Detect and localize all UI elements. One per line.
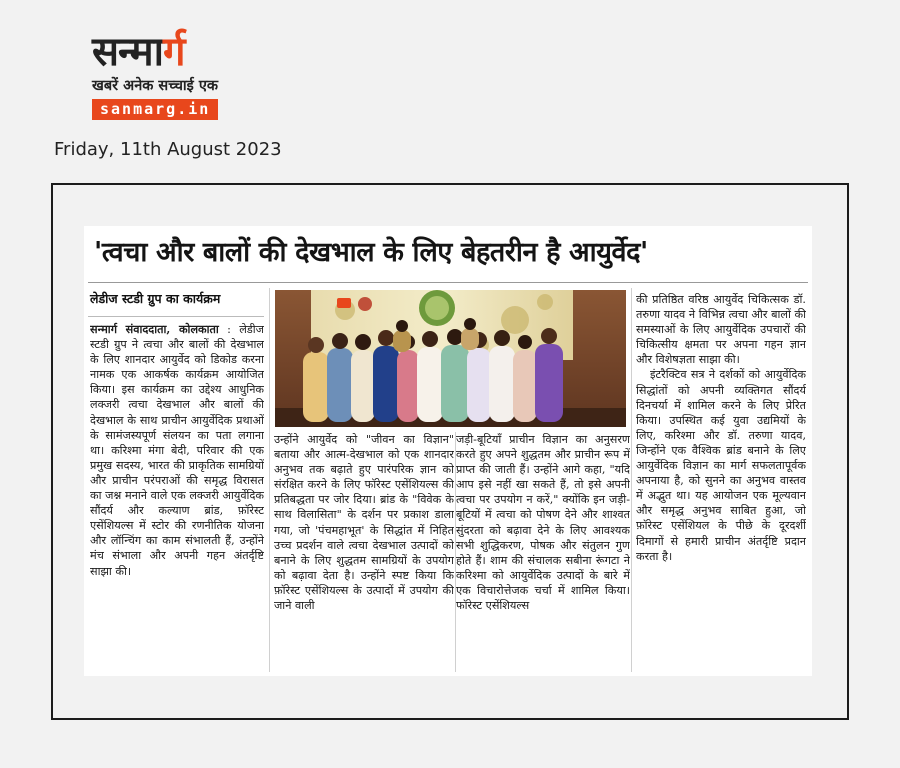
logo-tagline: खबरें अनेक सच्चाई एक bbox=[92, 78, 218, 94]
article-column-4 bbox=[636, 292, 806, 672]
column-divider bbox=[455, 432, 456, 672]
logo-wordmark: सन्मार्ग bbox=[92, 29, 185, 75]
kicker-divider bbox=[88, 316, 264, 317]
column-divider bbox=[269, 288, 270, 672]
column-divider bbox=[631, 288, 632, 672]
article-column-3: जड़ी-बूटियाँ प्राचीन विज्ञान का अनुसरण करते हुए अपने शुद्धतम और प्राचीन रूप में प्राप्त की जाती हैं। उन्होंने आगे कहा, "यदि आप इसे नहीं खा सकते हैं, तो इसे अपनी त्वचा पर उपयोग न करें," क्योंकि इन जड़ी-बूटियों में त्वचा को पोषण देने और शाश्वत सुंदरता को बढ़ावा देने के लिए आवश्यक सभी शुद्धिकरण, पोषक और संतुलन गुण होते हैं। शाम की संचालक सबीना रूंगटा ने करिश्मा को आयुर्वेदिक उत्पादों के बारे में एक विचारोत्तेजक चर्चा में शामिल किया। फॉरेस्ट एसेंशियल्स bbox=[456, 433, 630, 613]
article-headline: 'त्वचा और बालों की देखभाल के लिए बेहतरीन है आयुर्वेद' bbox=[94, 237, 648, 268]
column-4-paragraph-2: इंटरैक्टिव सत्र ने दर्शकों को आयुर्वेदिक सिद्धांतों को अपनी व्यक्तिगत सौंदर्य दिनचर्या में शामिल करने के लिए प्रेरित किया। उपस्थित कई युवा उद्यमियों के लिए, करिश्मा और डॉ. तरुणा यादव, जिन्होंने एक वैश्विक ब्रांड बनाने के लिए आयुर्वेदिक विज्ञान का मार्ग सफलतापूर्वक अपनाया है, को सुनने का अनुभव वास्तव में अद्भुत था। यह आयोजन एक मूल्यवान और समृद्ध अनुभव साबित हुआ, जो फ़ॉरेस्ट एसेंशियल के पीछे के दूरदर्शी दिमागों से हमारी प्राचीन अंतर्दृष्टि प्रदान करता है। bbox=[636, 368, 806, 563]
publication-date: Friday, 11th August 2023 bbox=[54, 139, 282, 160]
logo-url-badge: sanmarg.in bbox=[92, 99, 218, 120]
column-1-text: : लेडीज स्टडी ग्रुप ने त्वचा और बालों की देखभाल के लिए शानदार आयुर्वेद को डिकोड करना नामक एक आकर्षक कार्यक्रम आयोजित किया। इस कार्यक्रम का उद्देश्य आधुनिक लक्जरी त्वचा देखभाल और बालों की देखभाल के साथ प्राचीन आयुर्वेदिक प्रथाओं के सामंजस्यपूर्ण संलयन का पता लगाना था। करिश्मा मंगा बेदी, परिवार की एक प्रमुख सदस्य, भारत की प्राकृतिक सामग्रियों और प्राचीन परंपराओं की समृद्ध विरासत का जश्न मनाने वाले एक लक्जरी आयुर्वेदिक सौंदर्य और कल्याण ब्रांड, फ़ॉरेस्ट एसेंशियल्स में स्टोर की रणनीतिक योजना और लॉन्चिंग का काम संभालती हैं, उन्होंने मंच संभाला और अपनी गहन अंतर्दृष्टि साझा की। bbox=[90, 323, 264, 578]
event-group-photo bbox=[275, 290, 626, 427]
article-column-2: उन्होंने आयुर्वेद को "जीवन का विज्ञान" बताया और आत्म-देखभाल को एक शानदार अनुभव तक बढ़ाते हुए पारंपरिक ज्ञान को संरक्षित करने के लिए फॉरेस्ट एसेंशियल्स की प्रतिबद्धता पर जोर दिया। ब्रांड के "विवेक के साथ विलासिता" के दर्शन पर प्रकाश डाला गया, जो 'पंचमहाभूत' के सिद्धांत में निहित उच्च प्रदर्शन वाले त्वचा देखभाल उत्पादों को बनाने के लिए शुद्धतम सामग्रियों के उपयोग को बढ़ावा देता है। उन्होंने स्पष्ट किया कि फ़ॉरेस्ट एसेंशियल्स के उत्पादों में उपयोग की जाने वाली bbox=[274, 433, 454, 613]
sanmarg-logo bbox=[92, 30, 252, 120]
column-4-paragraph-1: की प्रतिष्ठित वरिष्ठ आयुर्वेद चिकित्सक डॉ. तरुणा यादव ने विभिन्न त्वचा और बालों की समस्याओं के लिए आयुर्वेदिक उपचारों की चिकित्सीय क्षमता पर अपना गहन ज्ञान और विशेषज्ञता साझा की। bbox=[636, 293, 806, 367]
article-byline: सन्मार्ग संवाददाता, कोलकाता bbox=[90, 322, 219, 336]
newspaper-clipping bbox=[84, 226, 812, 676]
article-column-1 bbox=[90, 322, 264, 672]
article-kicker: लेडीज स्टडी ग्रुप का कार्यक्रम bbox=[90, 291, 221, 306]
headline-divider bbox=[88, 282, 808, 283]
